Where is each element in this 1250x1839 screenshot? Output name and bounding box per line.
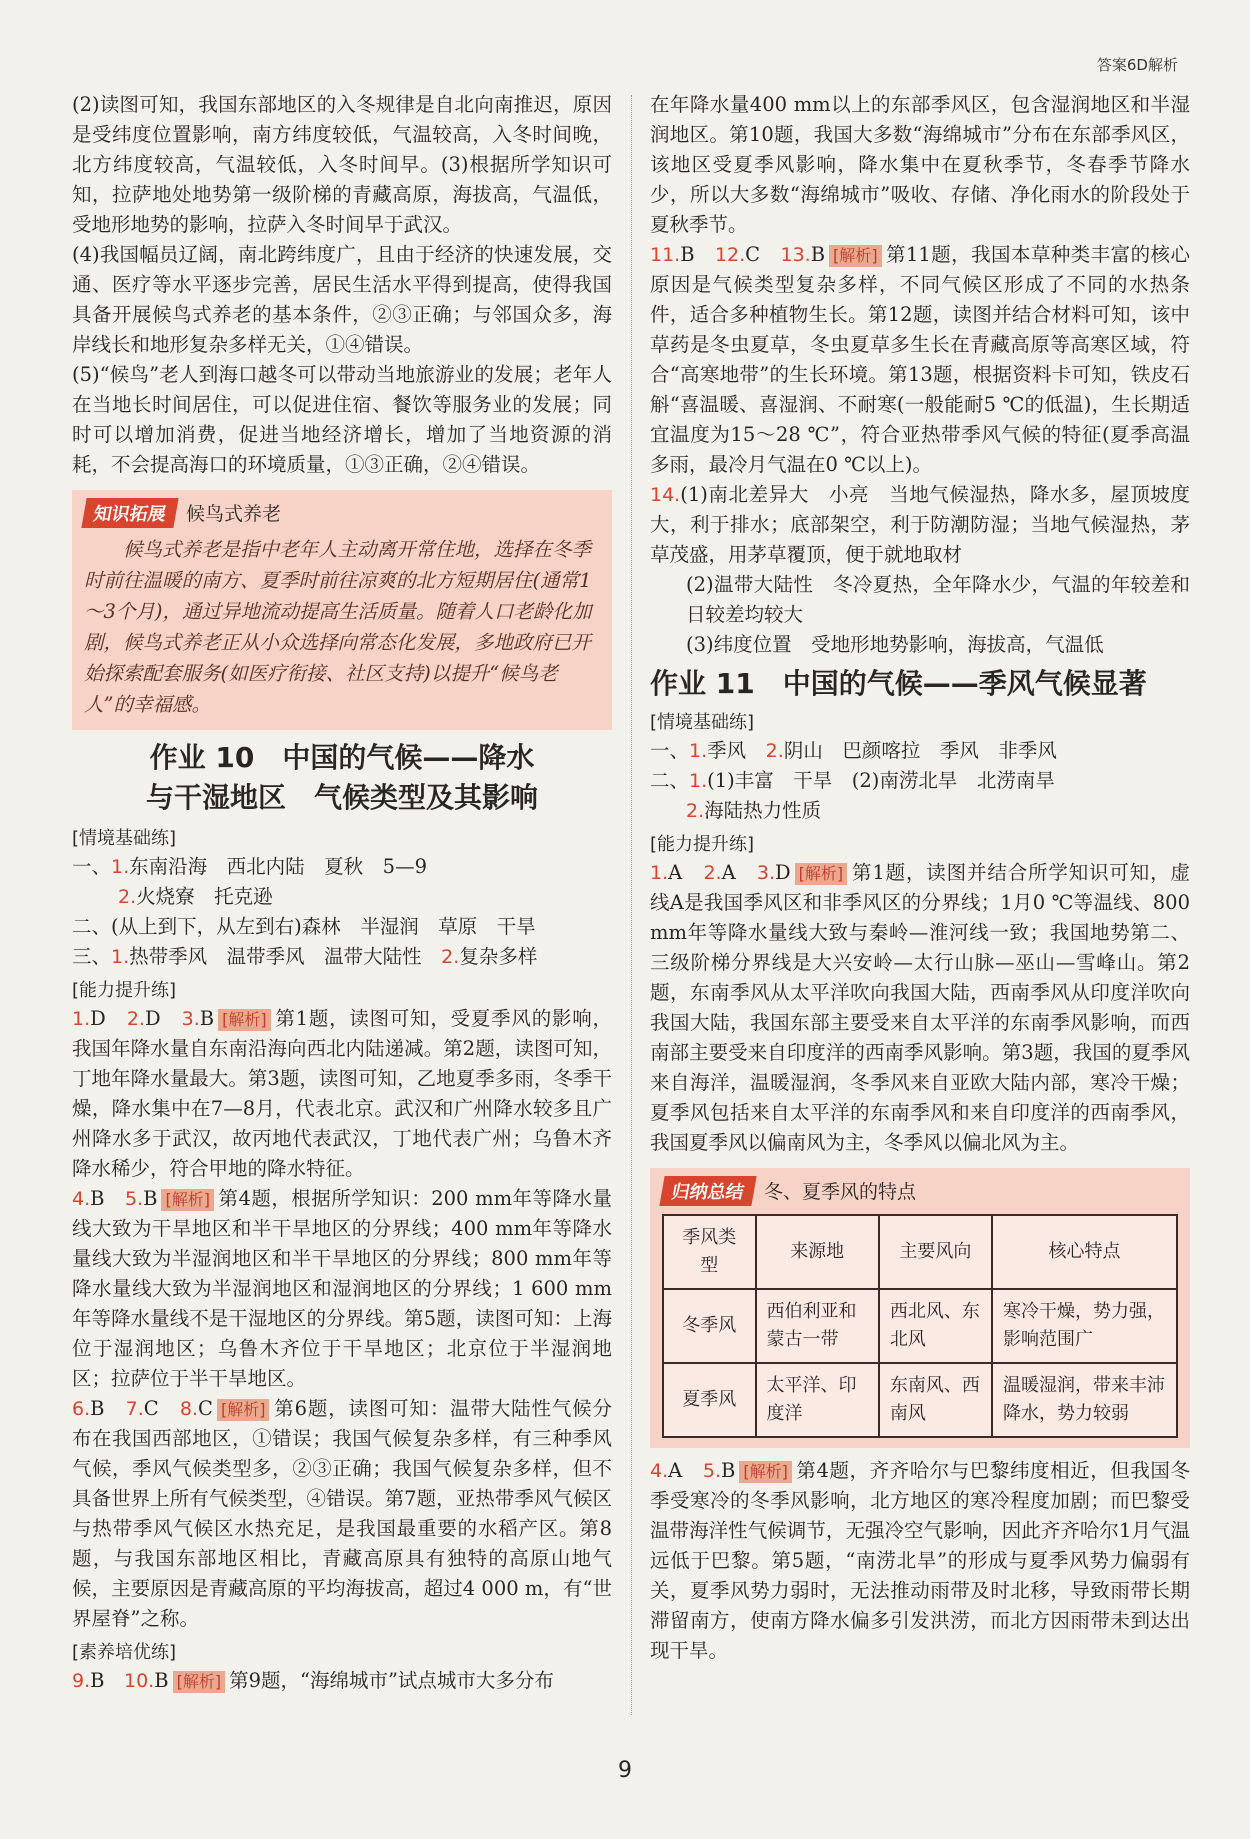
answer-letter: A xyxy=(668,1459,683,1482)
analysis-text: 第4题，齐齐哈尔与巴黎纬度相近，但我国冬季受寒冷的冬季风影响，北方地区的寒冷程度加剧；而巴黎受温带海洋性气候调节，无强冷空气影响，因此齐齐哈尔1月气温远低于巴黎。第5题，“南涝北旱”的形成与夏季风势力偏弱有关，夏季风势力弱时，无法推动雨带及时北移，导致雨带长期滞留南方，使南方降水偏多引发洪涝，而北方因雨带未到达出现干旱。 xyxy=(650,1459,1190,1662)
question-number: 3. xyxy=(181,1008,200,1030)
answer-letter: A xyxy=(668,861,683,884)
table-cell: 夏季风 xyxy=(663,1363,756,1437)
answer-letter: C xyxy=(198,1397,213,1420)
answer-letter: D xyxy=(90,1007,106,1030)
column-divider xyxy=(631,95,633,1715)
question-number: 5. xyxy=(702,1460,721,1482)
answer-letter: D xyxy=(144,1007,161,1030)
answer-letter: D xyxy=(775,861,791,884)
table-cell: 西伯利亚和蒙古一带 xyxy=(756,1289,879,1363)
item-answer: 东南沿海 西北内陆 夏秋 5—9 xyxy=(129,855,427,878)
question-number: 5. xyxy=(124,1188,144,1210)
table-row xyxy=(663,1289,1177,1363)
question-group xyxy=(72,1184,612,1394)
question-number: 7. xyxy=(125,1398,144,1420)
item-number: 1. xyxy=(111,856,130,878)
question-number: 4. xyxy=(650,1460,669,1482)
question-group xyxy=(650,858,1190,1158)
paragraph: (5)“候鸟”老人到海口越冬可以带动当地旅游业的发展；老年人在当地长时间居住，可以促进住宿、餐饮等服务业的发展；同时可以增加消费，促进当地经济增长，增加了当地资源的消耗，不会提高海口的环境质量，①③正确，②④错误。 xyxy=(72,363,612,476)
item-answer: 阴山 巴颜喀拉 季风 非季风 xyxy=(783,739,1057,762)
analysis-tag: [ 解析 ] xyxy=(173,1671,226,1693)
analysis-text: 第1题，读图并结合所学知识可知，虚线A是我国季风区和非季风区的分界线；1月0 ℃等温线、800 mm年等降水量线大致与秦岭—淮河线一致；我国地势第二、三级阶梯分界线是大兴安岭—太行山脉—巫山—雪峰山。第2题，东南季风从太平洋吹向我国大陆，西南季风从印度洋吹向我国大陆，我国东部主要受来自太平洋的东南季风影响，而西南部主要受来自印度洋的西南季风影响。第3题，我国的夏季风来自海洋，温暖湿润，冬季风来自亚欧大陆内部，寒冷干燥；夏季风包括来自太平洋的东南季风和来自印度洋的西南季风，我国夏季风以偏南风为主，冬季风以偏北风为主。 xyxy=(650,861,1190,1154)
table-header: 核心特点 xyxy=(992,1215,1177,1289)
item-answer: 海陆热力性质 xyxy=(704,799,822,822)
box-tag: 知识拓展 xyxy=(81,498,178,528)
paragraph: (2)读图可知，我国东部地区的入冬规律是自北向南推迟，原因是受纬度位置影响，南方纬度较低，气温较高，入冬时间晚，北方纬度较高，气温较低，入冬时间早。(3)根据所学知识可知，拉萨地处地势第一级阶梯的青藏高原，海拔高，气温低，受地形地势的影响，拉萨入冬时间早于武汉。 xyxy=(72,93,612,236)
table-header: 主要风向 xyxy=(879,1215,992,1289)
item-prefix: 二、 xyxy=(650,769,690,792)
table-cell: 冬季风 xyxy=(663,1289,756,1363)
answer-letter: B xyxy=(154,1669,169,1692)
item-number: 2. xyxy=(441,946,460,968)
monsoon-table xyxy=(662,1214,1178,1438)
answer-letter: B xyxy=(721,1459,736,1482)
table-cell: 太平洋、印度洋 xyxy=(756,1363,879,1437)
knowledge-box xyxy=(72,490,612,730)
answer-letter: B xyxy=(90,1397,105,1420)
question-number: 2. xyxy=(703,862,722,884)
item-number: 2. xyxy=(765,740,784,762)
section-label: [素养培优练] xyxy=(72,1642,177,1663)
answer-letter: B xyxy=(90,1187,105,1210)
item-number: 2. xyxy=(118,886,137,908)
summary-box xyxy=(650,1168,1190,1448)
answer-letter: B xyxy=(90,1669,105,1692)
table-cell: 东南风、西南风 xyxy=(879,1363,992,1437)
question-number: 10. xyxy=(124,1670,155,1692)
homework-title: 作业 11 中国的气候——季风气候显著 xyxy=(650,667,1147,700)
section-label: [能力提升练] xyxy=(72,980,177,1001)
item-answer: 复杂多样 xyxy=(459,945,538,968)
box-title: 冬、夏季风的特点 xyxy=(764,1181,917,1203)
question-group xyxy=(72,1394,612,1634)
analysis-tag: [ 解析 ] xyxy=(217,1399,270,1421)
page-header: 答案6D解析 xyxy=(1096,56,1178,74)
item-prefix: 三、 xyxy=(72,945,112,968)
item-answer: 火烧寮 托克逊 xyxy=(136,885,273,908)
analysis-text: 第6题，读图可知：温带大陆性气候分布在我国西部地区，①错误；我国气候复杂多样，有三种季风气候，季风气候类型多，②③正确；我国气候复杂多样，但不具备世界上所有气候类型，④错误。第7题，亚热带季风气候区与热带季风气候区水热充足，是我国最重要的水稻产区。第8题，与我国东部地区相比，青藏高原具有独特的高原山地气候，主要原因是青藏高原的平均海拔高，超过4 000 m，有“世界屋脊”之称。 xyxy=(72,1397,612,1630)
analysis-tag: [ 解析 ] xyxy=(739,1461,792,1483)
question-number: 3. xyxy=(756,862,776,884)
item-number: 1. xyxy=(689,770,708,792)
question-number: 1. xyxy=(72,1008,91,1030)
question-group xyxy=(72,1666,612,1696)
table-cell: 寒冷干燥，势力强，影响范围广 xyxy=(992,1289,1177,1363)
item-number: 1. xyxy=(111,946,130,968)
item-prefix: 一、 xyxy=(72,855,112,878)
paragraph: 在年降水量400 mm以上的东部季风区，包含湿润地区和半湿润地区。第10题，我国大多数“海绵城市”分布在东部季风区，该地区受夏季风影响，降水集中在夏秋季节，冬春季节降水少，所以大多数“海绵城市”吸收、存储、净化雨水的阶段处于夏秋季节。 xyxy=(650,93,1190,236)
table-cell: 西北风、东北风 xyxy=(879,1289,992,1363)
question-number: 6. xyxy=(72,1398,91,1420)
homework-title xyxy=(72,738,612,818)
question-number: 4. xyxy=(72,1188,91,1210)
item-prefix: 一、 xyxy=(650,739,690,762)
item-answer: 热带季风 温带季风 温带大陆性 xyxy=(129,945,442,968)
table-header-row xyxy=(663,1215,1177,1289)
analysis-text: 第1题，读图可知，受夏季风的影响，我国年降水量自东南沿海向西北内陆递减。第2题，读图可知，丁地年降水量最大。第3题，读图可知，乙地夏季多雨，冬季干燥，降水集中在7—8月，代表北京。武汉和广州降水较多且广州降水多于武汉，故丙地代表武汉，丁地代表广州；乌鲁木齐降水稀少，符合甲地的降水特征。 xyxy=(72,1007,612,1180)
analysis-tag: [ 解析 ] xyxy=(829,245,882,267)
table-header: 来源地 xyxy=(756,1215,879,1289)
right-column xyxy=(650,90,1190,1666)
table-header: 季风类型 xyxy=(663,1215,756,1289)
question-number: 14. xyxy=(650,484,681,506)
box-body: 候鸟式养老是指中老年人主动离开常住地，选择在冬季时前往温暖的南方、夏季时前往凉爽的北方短期居住(通常1～3个月)，通过异地流动提高生活质量。随着人口老龄化加剧，候鸟式养老正从小众选择向常态化发展，多地政府已开始探索配套服务(如医疗衔接、社区支持)以提升“候鸟老人”的幸福感。 xyxy=(84,538,592,716)
page-number: 9 xyxy=(618,1758,632,1783)
analysis-text: 第11题，我国本草种类丰富的核心原因是气候类型复杂多样，不同气候区形成了不同的水热条件，适合多种植物生长。第12题，读图并结合材料可知，该中草药是冬虫夏草，冬虫夏草多生长在青藏高原等高寒区域，符合“高寒地带”的生长环境。第13题，根据资料卡可知，铁皮石斛“喜温暖、喜湿润、不耐寒(一般能耐5 ℃的低温)，生长期适宜温度为15～28 ℃”，符合亚热带季风气候的特征(夏季高温多雨，最冷月气温在0 ℃以上)。 xyxy=(650,243,1190,476)
answer-letter: B xyxy=(199,1007,215,1030)
analysis-tag: [ 解析 ] xyxy=(161,1189,214,1211)
answer-letter: C xyxy=(143,1397,159,1420)
item-answer: (1)丰富 干旱 (2)南涝北旱 北涝南旱 xyxy=(707,769,1055,792)
box-title: 候鸟式养老 xyxy=(186,503,282,525)
question-number: 13. xyxy=(780,244,811,266)
item-answer: 季风 xyxy=(707,739,766,762)
item-number: 1. xyxy=(689,740,708,762)
item-answer: 二、(从上到下，从左到右)森林 半湿润 草原 干旱 xyxy=(72,915,536,938)
question-number: 11. xyxy=(650,244,681,266)
analysis-tag: [ 解析 ] xyxy=(795,863,848,885)
paragraph: (4)我国幅员辽阔，南北跨纬度广，且由于经济的快速发展，交通、医疗等水平逐步完善，居民生活水平得到提高，使得我国具备开展候鸟式养老的基本条件，②③正确；与邻国众多，海岸线长和地形复杂多样无关，①④错误。 xyxy=(72,243,612,356)
answer-text: (1)南北差异大 小亮 当地气候湿热，降水多，屋顶坡度大，利于排水；底部架空，利于防潮防湿；当地气候湿热，茅草茂盛，用茅草覆顶，便于就地取材 xyxy=(650,483,1190,566)
homework-title-line1: 作业 10 中国的气候——降水 xyxy=(149,741,535,774)
homework-title-line2: 与干湿地区 气候类型及其影响 xyxy=(145,781,538,814)
question-group xyxy=(72,1004,612,1184)
answer-text: (2)温带大陆性 冬冷夏热，全年降水少，气温的年较差和日较差均较大 xyxy=(686,573,1190,626)
analysis-text: 第9题，“海绵城市”试点城市大多分布 xyxy=(229,1669,554,1692)
table-cell: 温暖湿润，带来丰沛降水，势力较弱 xyxy=(992,1363,1177,1437)
question-number: 9. xyxy=(72,1670,91,1692)
answer-letter: B xyxy=(680,243,695,266)
answer-letter: A xyxy=(721,861,736,884)
box-tag: 归纳总结 xyxy=(659,1176,756,1206)
question-number: 8. xyxy=(179,1398,199,1420)
section-label: [情境基础练] xyxy=(72,828,177,849)
question-group xyxy=(650,240,1190,480)
answer-text: (3)纬度位置 受地形地势影响，海拔高，气温低 xyxy=(686,633,1104,656)
answer-letter: B xyxy=(143,1187,158,1210)
section-label: [情境基础练] xyxy=(650,712,755,733)
item-number: 2. xyxy=(686,800,705,822)
left-column xyxy=(72,90,612,1696)
answer-letter: B xyxy=(810,243,826,266)
question-number: 2. xyxy=(126,1008,145,1030)
question-number: 12. xyxy=(714,244,746,266)
analysis-text: 第4题，根据所学知识：200 mm年等降水量线大致为干旱地区和半干旱地区的分界线；400 mm年等降水量线大致为半湿润地区和半干旱地区的分界线；800 mm年等降水量线大致为半湿润地区和湿润地区的分界线；1 600 mm年等降水量线不是干湿地区的分界线。第5题，读图可知：上海位于湿润地区；乌鲁木齐位于干旱地区；北京位于半湿润地区；拉萨位于半干旱地区。 xyxy=(72,1187,612,1390)
answer-letter: C xyxy=(745,243,761,266)
question-group xyxy=(650,1456,1190,1666)
section-label: [能力提升练] xyxy=(650,834,755,855)
question-number: 1. xyxy=(650,862,669,884)
table-row xyxy=(663,1363,1177,1437)
analysis-tag: [ 解析 ] xyxy=(218,1009,271,1031)
